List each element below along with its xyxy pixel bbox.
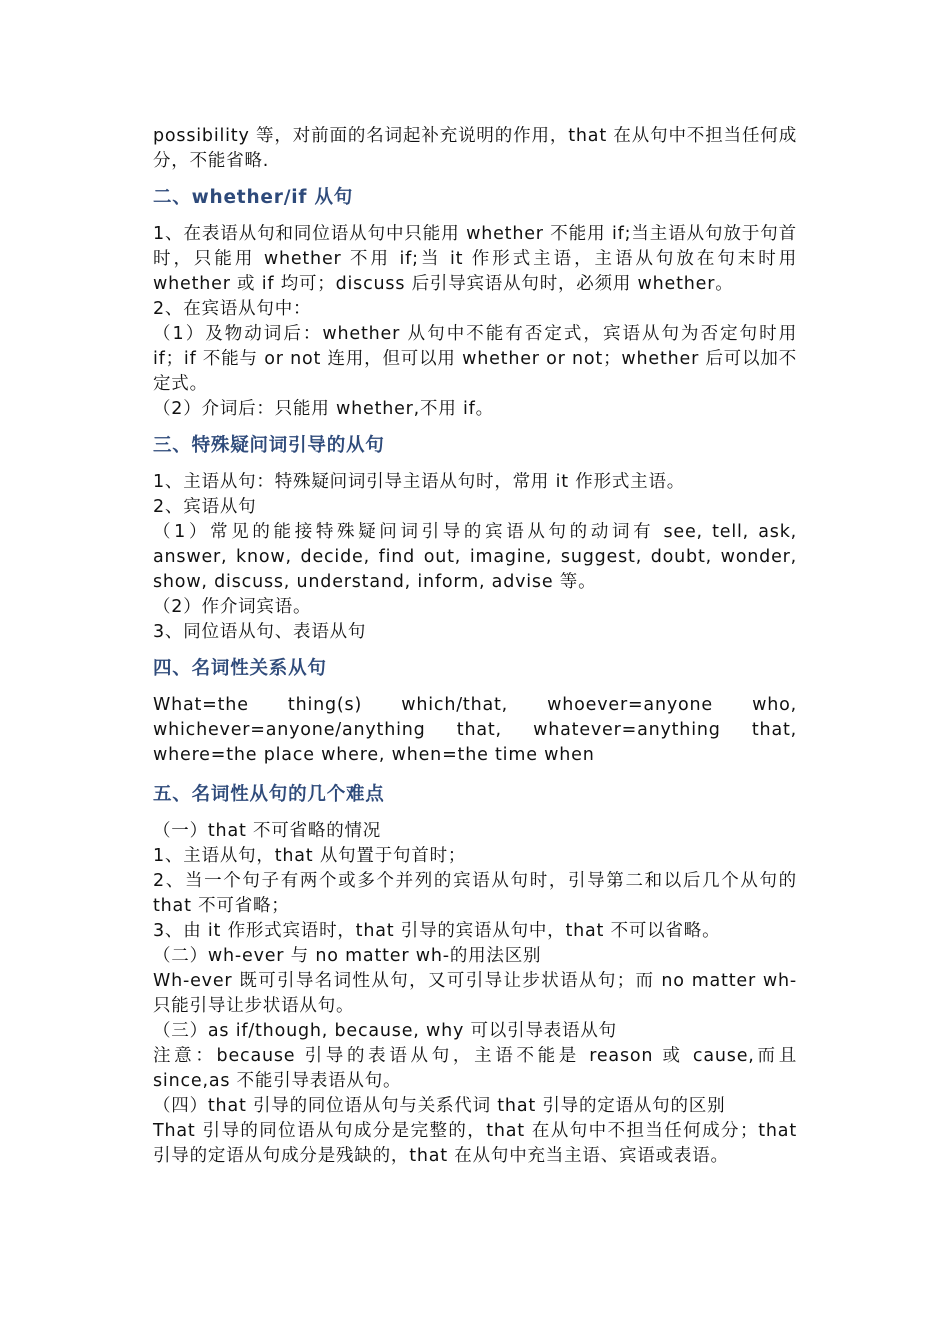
- s5-paragraph-6: Wh-ever 既可引导名词性从句，又可引导让步状语从句；而 no matter wh-只能引导让步状语从句。: [153, 971, 797, 1016]
- s5-paragraph-8: 注意：because 引导的表语从句，主语不能是 reason 或 cause,而且 since,as 不能引导表语从句。: [153, 1046, 797, 1091]
- document-body: [153, 124, 797, 1169]
- section-5-heading: 五、名词性从句的几个难点: [153, 784, 385, 805]
- s3-paragraph-2: 2、宾语从句: [153, 497, 257, 517]
- s2-paragraph-4: （2）介词后：只能用 whether,不用 if。: [153, 399, 494, 419]
- s5-paragraph-1: （一）that 不可省略的情况: [153, 821, 382, 841]
- s4-paragraph-1: What=the thing(s) which/that, whoever=anyone who, whichever=anyone/anything that, whatever=anything that, where=the place where, when=the time when: [153, 695, 797, 765]
- section-2-heading: 二、whether/if 从句: [153, 187, 354, 208]
- s5-paragraph-7: （三）as if/though, because, why 可以引导表语从句: [153, 1021, 617, 1041]
- s5-paragraph-3: 2、当一个句子有两个或多个并列的宾语从句时，引导第二和以后几个从句的 that 不可省略；: [153, 871, 797, 916]
- s2-paragraph-1: 1、在表语从句和同位语从句中只能用 whether 不能用 if;当主语从句放于句首时，只能用 whether 不用 if;当 it 作形式主语，主语从句放在句末时用 whether 或 if 均可；discuss 后引导宾语从句时，必须用 whether。: [153, 224, 797, 294]
- s3-paragraph-5: 3、同位语从句、表语从句: [153, 622, 367, 642]
- section-4-heading: 四、名词性关系从句: [153, 658, 327, 679]
- s5-paragraph-2: 1、主语从句，that 从句置于句首时；: [153, 846, 467, 866]
- section-3-heading: 三、特殊疑问词引导的从句: [153, 435, 385, 456]
- s2-paragraph-3: （1）及物动词后：whether 从句中不能有否定式，宾语从句为否定句时用 if；if 不能与 or not 连用，但可以用 whether or not；whether 后可以加不定式。: [153, 324, 797, 394]
- s3-paragraph-3: （1）常见的能接特殊疑问词引导的宾语从句的动词有 see, tell, ask, answer, know, decide, find out, imagine, suggest, doubt, wonder, show, discuss, understand, inform, advise 等。: [153, 522, 797, 592]
- s5-paragraph-10: That 引导的同位语从句成分是完整的，that 在从句中不担当任何成分；that 引导的定语从句成分是残缺的，that 在从句中充当主语、宾语或表语。: [153, 1121, 797, 1166]
- s5-paragraph-9: （四）that 引导的同位语从句与关系代词 that 引导的定语从句的区别: [153, 1096, 726, 1116]
- s3-paragraph-4: （2）作介词宾语。: [153, 597, 312, 617]
- s3-paragraph-1: 1、主语从句：特殊疑问词引导主语从句时，常用 it 作形式主语。: [153, 472, 686, 492]
- s2-paragraph-2: 2、在宾语从句中：: [153, 299, 312, 319]
- s5-paragraph-5: （二）wh-ever 与 no matter wh-的用法区别: [153, 946, 542, 966]
- s5-paragraph-4: 3、由 it 作形式宾语时，that 引导的宾语从句中，that 不可以省略。: [153, 921, 721, 941]
- intro-paragraph: possibility 等，对前面的名词起补充说明的作用，that 在从句中不担当任何成分，不能省略.: [153, 126, 797, 171]
